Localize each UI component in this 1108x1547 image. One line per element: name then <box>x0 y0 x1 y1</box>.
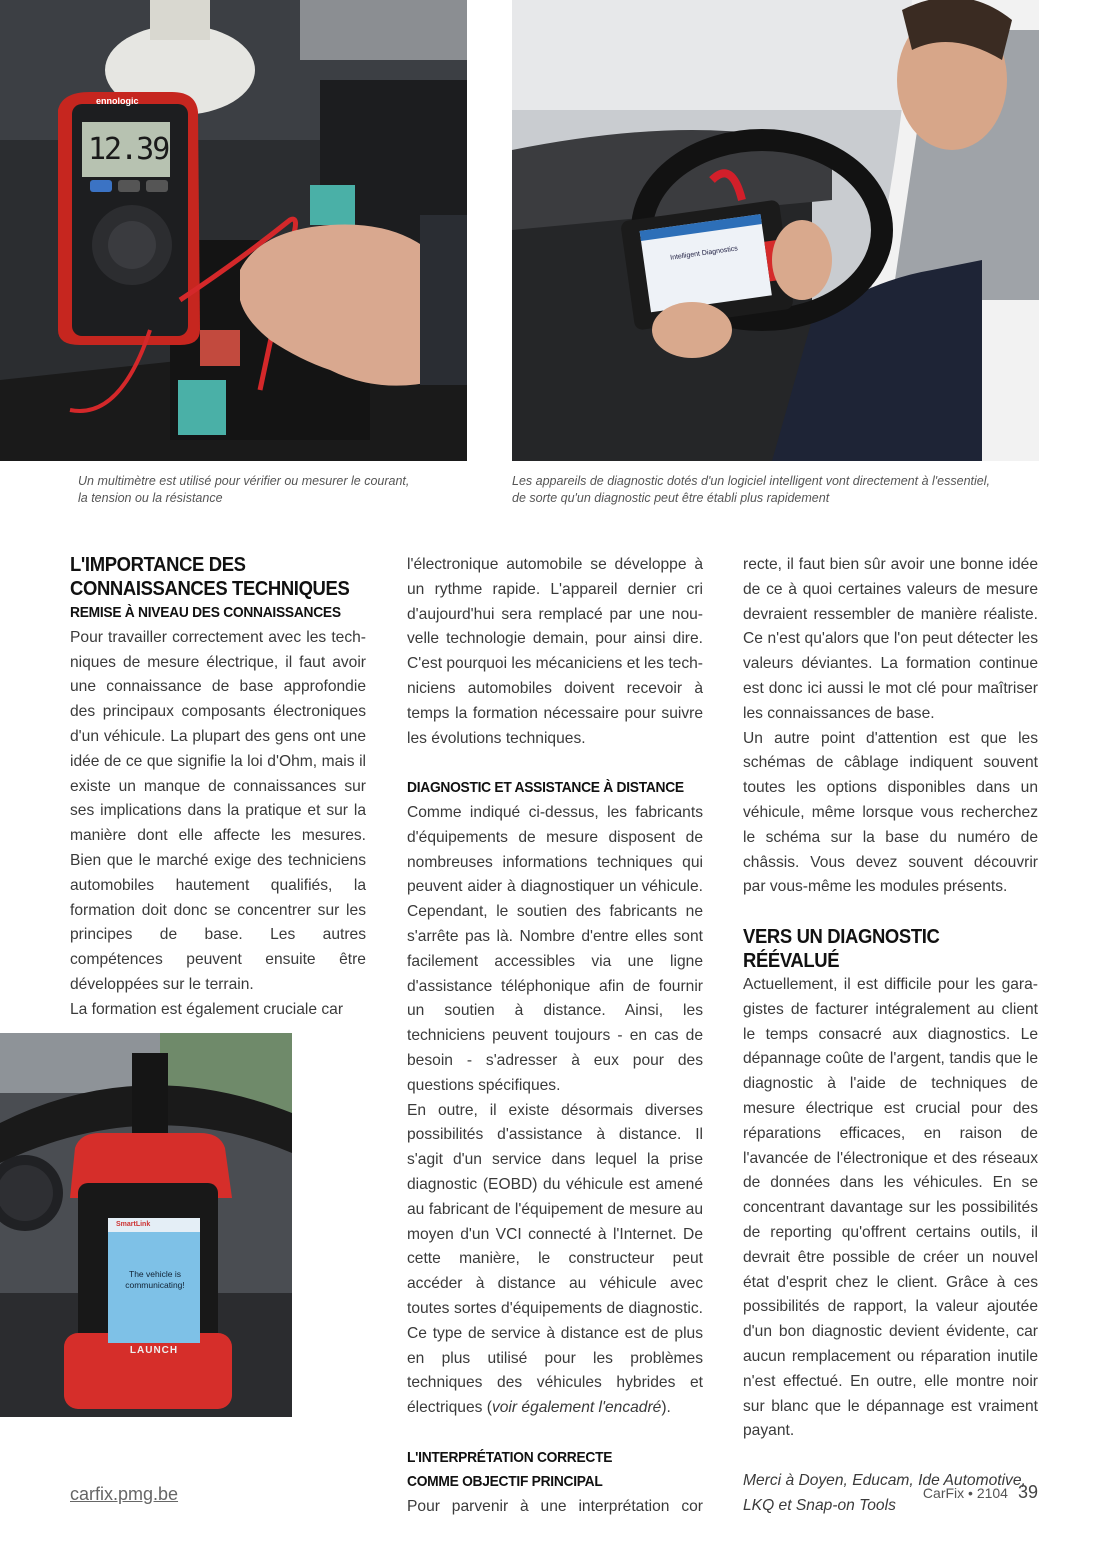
column-1 <box>70 553 366 1023</box>
column-3 <box>743 553 1038 1518</box>
section-subtitle-remise: REMISE À NIVEAU DES CONNAISSANCES <box>70 604 341 621</box>
section-title-interpretation: L'INTERPRÉTATION CORRECTE COMME OBJECTIF PRINCIPAL <box>407 1448 613 1491</box>
page-number: 39 <box>1017 1482 1038 1502</box>
diagnostic-tablet-photo <box>512 0 1039 461</box>
paragraph-4-end: ). <box>661 1399 671 1417</box>
paragraph-2-continued: l'électronique automobile se développe à un rythme rapide. L'appareil dernier cri d'aujourd'hui sera remplacé par une nouvelle technologie demain, pour ainsi dire. C'est pourquoi les mécaniciens et les techniciens automobiles doivent recevoir à temps la formation nécessaire pour suivre les évolutions techniques. <box>407 556 703 747</box>
section-title-diagnostic-distance: DIAGNOSTIC ET ASSISTANCE À DISTANCE <box>407 779 684 797</box>
multimeter-brand: ennologic <box>96 96 139 106</box>
launch-tool-photo <box>0 1033 292 1417</box>
paragraph-7: Actuellement, il est difficile pour les garagistes de facturer intégralement au client le temps consacré aux diagnostics. Le dépannage coûte de l'argent, tandis que le diagnostic à l'aide de techniques de mesure électrique est crucial pour des réparations efficaces, en raison de l'avancée de l'électronique et des réseaux de données dans les véhicules. En se concentrant davantage sur les possibilités de reporting qu'offrent certains outils, il devrait être possible de créer un nouvel état d'esprit chez le client. Grâce à ces possibilités de rapport, la valeur ajoutée d'un bon diagnostic devient évidente, car aucun remplacement ou réparation inutile n'est effectué. En outre, elle montre noir sur blanc que le dépannage est vraiment payant. <box>743 975 1038 1440</box>
column-2 <box>407 553 703 1520</box>
paragraph-3: Comme indiqué ci-dessus, les fabricants d'équipements de mesure disposent de nombreuses informations techniques qui peuvent aider à diagnostiquer un véhicule. Cependant, le soutien des fabricants ne s'arrête pas là. Nombre d'entre elles sont facilement accessibles via une ligne d'assistance téléphonique afin de fournir un soutien à distance. Ainsi, les techniciens peuvent toujours - en cas de besoin - s'adresser à eux pour des questions spécifiques. <box>407 803 703 1094</box>
tablet-screen-title: Intelligent Diagnostics <box>669 245 739 262</box>
caption-line: Un multimètre est utilisé pour vérifier ou mesurer le courant, <box>78 474 410 488</box>
diagnostic-caption <box>512 473 990 507</box>
paragraph-4 <box>407 1099 703 1421</box>
paragraph-1: Pour travailler correctement avec les techniques de mesure électrique, il faut avoir une connaissance de base approfondie des principaux composants électroniques d'un véhicule. La plupart des gens ont une idée de ce que signifie la loi d'Ohm, mais il existe un manque de connaissances sur ses implications dans la pratique et sur la manière dont elle affecte les mesures. Bien que le marché exige des techniciens automobiles hautement qualifiés, la formation doit donc se concentrer sur les principes de base. Les autres compétences peuvent ensuite être développées sur le terrain. <box>70 628 366 993</box>
paragraph-4-text: En outre, il existe désormais diverses possibilités d'assistance à distance. Il s'agit d'un service dans lequel la prise diagnostic (EOBD) du véhicule est amené au fabricant de l'équipement de mesure au moyen d'un VCI connecté à l'Internet. De cette manière, le constructeur peut accéder à distance au véhicule avec toutes sortes d'équipements de diagnostic. Ce type de service à distance est de plus en plus utilisé pour les problèmes techniques des véhicules hybrides et électriques ( <box>407 1101 703 1417</box>
multimeter-caption <box>78 473 409 507</box>
section-title-importance: L'IMPORTANCE DES CONNAISSANCES TECHNIQUES <box>70 553 350 600</box>
paragraph-4-italic: voir également l'encadré <box>491 1399 662 1417</box>
paragraph-5-continued: recte, il faut bien sûr avoir une bonne idée de ce à quoi certaines valeurs de mesure devraient ressembler de manière réaliste. Ce n'est qu'alors que l'on peut détecter les valeurs déviantes. La formation continue est donc ici aussi le mot clé pour maîtriser les connaissances de base. <box>743 556 1038 722</box>
caption-line: la tension ou la résistance <box>78 491 223 505</box>
paragraph-2-start: La formation est également cruciale car <box>70 1000 344 1018</box>
launch-screen-text: The vehicle is communicating! <box>125 1269 185 1290</box>
website-link[interactable]: carfix.pmg.be <box>70 1484 179 1504</box>
caption-line: de sorte qu'un diagnostic peut être établi plus rapidement <box>512 491 830 505</box>
multimeter-photo <box>0 0 467 461</box>
thanks-note: Merci à Doyen, Educam, Ide Automotive, LKQ et Snap-on Tools <box>743 1471 1026 1514</box>
caption-line: Les appareils de diagnostic dotés d'un logiciel intelligent vont directement à l'essentiel, <box>512 474 990 488</box>
footer-magazine-info <box>923 1482 1038 1503</box>
paragraph-6: Un autre point d'attention est que les schémas de câblage indiquent souvent toutes les options disponibles dans un véhicule, même lorsque vous recherchez le schéma sur la base du numéro de châssis. Vous devez souvent découvrir par vous-même les modules présents. <box>743 729 1038 896</box>
launch-brand: LAUNCH <box>129 1345 179 1356</box>
section-title-reevalue: VERS UN DIAGNOSTIC RÉÉVALUÉ <box>743 924 940 972</box>
multimeter-display: 12.39 <box>88 132 169 167</box>
magazine-issue: CarFix • 2104 <box>922 1485 1008 1501</box>
launch-header: SmartLink <box>116 1221 151 1228</box>
paragraph-5-start: Pour parvenir à une interprétation cor <box>407 1498 703 1516</box>
